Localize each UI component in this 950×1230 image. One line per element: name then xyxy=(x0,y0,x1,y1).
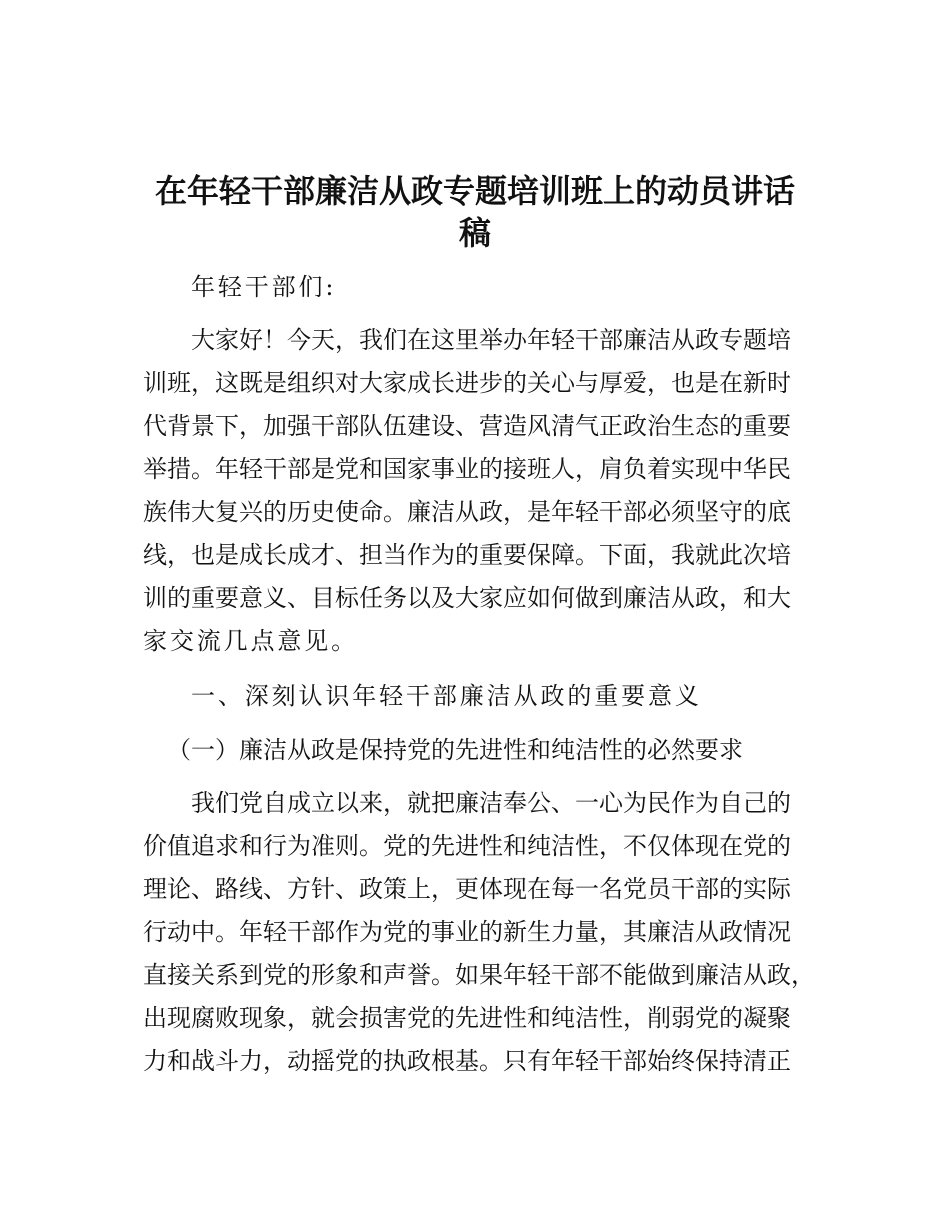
paragraph-2-line: 我们党自成立以来，就把廉洁奉公、一心为民作为自己的 xyxy=(191,789,791,817)
paragraph-1-line: 代背景下，加强干部队伍建设、营造风清气正政治生态的重要 xyxy=(143,412,791,440)
paragraph-1-line: 家交流几点意见。 xyxy=(143,627,359,655)
section-heading-1: 一、深刻认识年轻干部廉洁从政的重要意义 xyxy=(191,682,702,710)
paragraph-2-line: 力和战斗力，动摇党的执政根基。只有年轻干部始终保持清正 xyxy=(143,1047,791,1075)
paragraph-2-line: 出现腐败现象，就会损害党的先进性和纯洁性，削弱党的凝聚 xyxy=(143,1004,791,1032)
paragraph-1-line: 族伟大复兴的历史使命。廉洁从政，是年轻干部必须坚守的底 xyxy=(143,498,791,526)
paragraph-1-line: 大家好！今天，我们在这里举办年轻干部廉洁从政专题培 xyxy=(191,326,791,354)
paragraph-2-line: 价值追求和行为准则。党的先进性和纯洁性，不仅体现在党的 xyxy=(143,832,791,860)
paragraph-2-line: 直接关系到党的形象和声誉。如果年轻干部不能做到廉洁从政， xyxy=(143,961,815,989)
paragraph-2-line: 理论、路线、方针、政策上，更体现在每一名党员干部的实际 xyxy=(143,875,791,903)
paragraph-1-line: 线，也是成长成才、担当作为的重要保障。下面，我就此次培 xyxy=(143,541,791,569)
paragraph-2-line: 行动中。年轻干部作为党的事业的新生力量，其廉洁从政情况 xyxy=(143,918,791,946)
paragraph-1-line: 举措。年轻干部是党和国家事业的接班人，肩负着实现中华民 xyxy=(143,455,791,483)
document-title-line-1: 在年轻干部廉洁从政专题培训班上的动员讲话 xyxy=(154,172,795,210)
greeting: 年轻干部们: xyxy=(191,273,337,301)
paragraph-1-line: 训班，这既是组织对大家成长进步的关心与厚爱，也是在新时 xyxy=(143,369,791,397)
document-title-line-2: 稿 xyxy=(458,214,491,252)
subsection-heading-1-1: （一）廉洁从政是保持党的先进性和纯洁性的必然要求 xyxy=(167,736,743,764)
paragraph-1-line: 训的重要意义、目标任务以及大家应如何做到廉洁从政，和大 xyxy=(143,584,791,612)
